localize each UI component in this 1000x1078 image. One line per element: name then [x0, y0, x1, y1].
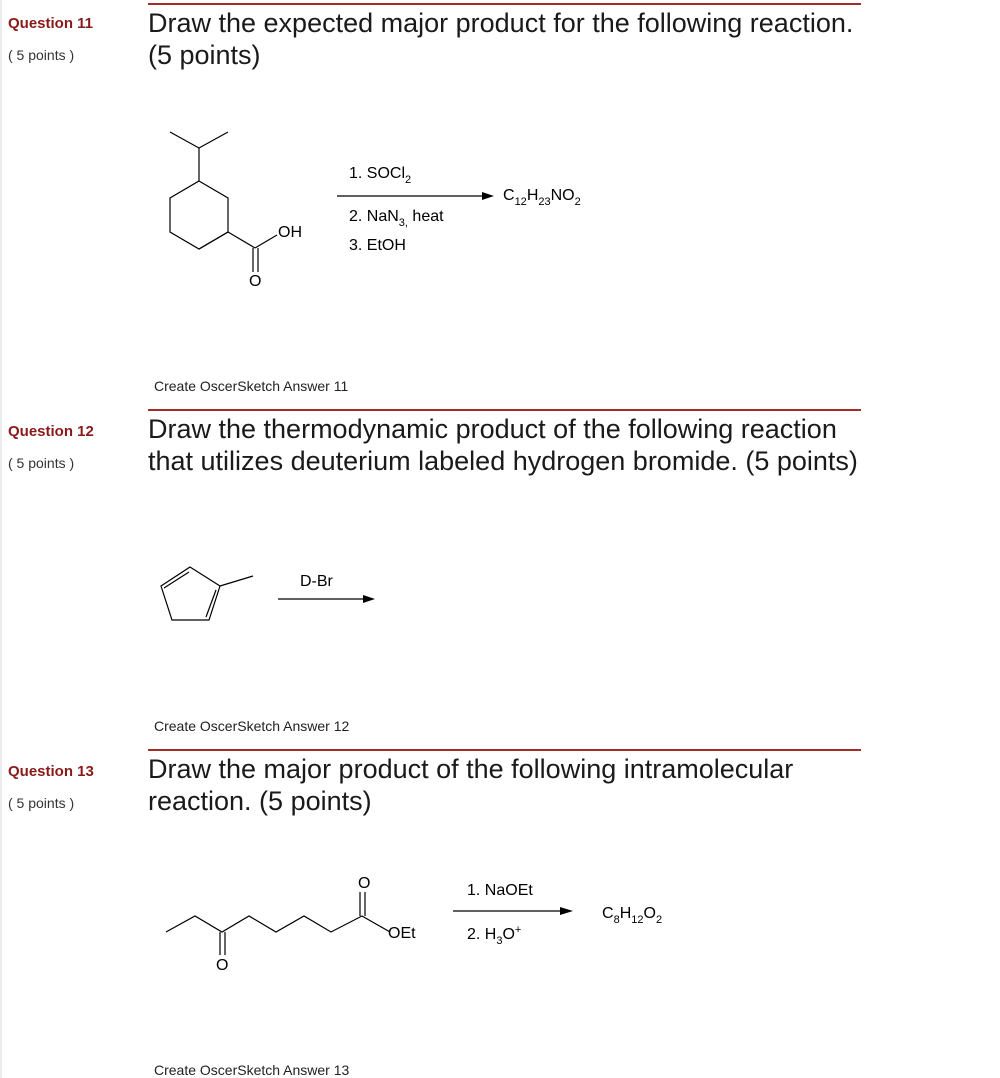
question-prompt: Draw the major product of the following intramolecular reaction. (5 points): [148, 754, 794, 816]
product-formula: $C_{12}H_{23}NO_2$: [503, 187, 581, 208]
reagent-step-2: 2. $H_3O^+$: [467, 924, 522, 947]
question-13-body: [148, 749, 861, 817]
question-11-label: [8, 15, 93, 64]
question-11-reaction-scheme: [0, 120, 700, 300]
question-divider: [148, 3, 861, 5]
create-oscersketch-answer-11[interactable]: Create OscerSketch Answer 11: [154, 378, 349, 394]
oet-label: OEt: [388, 925, 416, 942]
methylcyclopentene-structure: [161, 567, 253, 620]
question-number: Question 11: [8, 15, 94, 32]
cyclohexane-structure: [170, 132, 277, 272]
question-divider: [148, 749, 861, 751]
reagent-step-2: 2. NaN$_{3,}$ heat: [349, 208, 444, 229]
question-divider: [148, 409, 861, 411]
create-oscersketch-answer-12[interactable]: Create OscerSketch Answer 12: [154, 718, 350, 734]
question-12-body: [148, 409, 861, 477]
reagent-step-1: 1. NaOEt: [467, 882, 533, 899]
question-12-reaction-scheme: [0, 550, 700, 640]
oh-label: OH: [278, 224, 302, 241]
keto-ester-structure: [166, 892, 390, 955]
question-13-label: [8, 763, 94, 812]
reaction-arrowhead: [560, 907, 573, 915]
question-12-label: [8, 423, 94, 472]
product-formula: $C_8H_{12}O_2$: [602, 905, 663, 926]
question-points: ( 5 points ): [8, 47, 75, 63]
reaction-arrowhead: [363, 595, 375, 603]
question-number: Question 12: [8, 423, 94, 440]
ester-carbonyl-o-label: O: [358, 875, 371, 892]
question-13-reaction-scheme: [0, 860, 720, 980]
create-oscersketch-answer-13[interactable]: Create OscerSketch Answer 13: [154, 1062, 350, 1078]
question-prompt: Draw the expected major product for the following reaction. (5 points): [148, 8, 854, 70]
reaction-arrowhead: [482, 192, 494, 200]
reagent-step-3: 3. EtOH: [349, 237, 406, 254]
question-points: ( 5 points ): [8, 795, 75, 811]
question-number: Question 13: [8, 763, 94, 780]
question-11-body: [148, 3, 861, 71]
question-points: ( 5 points ): [8, 455, 75, 471]
reagent-dbr: D-Br: [300, 573, 333, 590]
question-prompt: Draw the thermodynamic product of the following reaction that utilizes deuterium labeled hydrogen bromide. (5 points): [148, 414, 858, 476]
ketone-o-label: O: [216, 957, 229, 974]
reagent-step-1: 1. SOCl$_2$: [349, 165, 412, 186]
carbonyl-o-label: O: [249, 273, 262, 290]
